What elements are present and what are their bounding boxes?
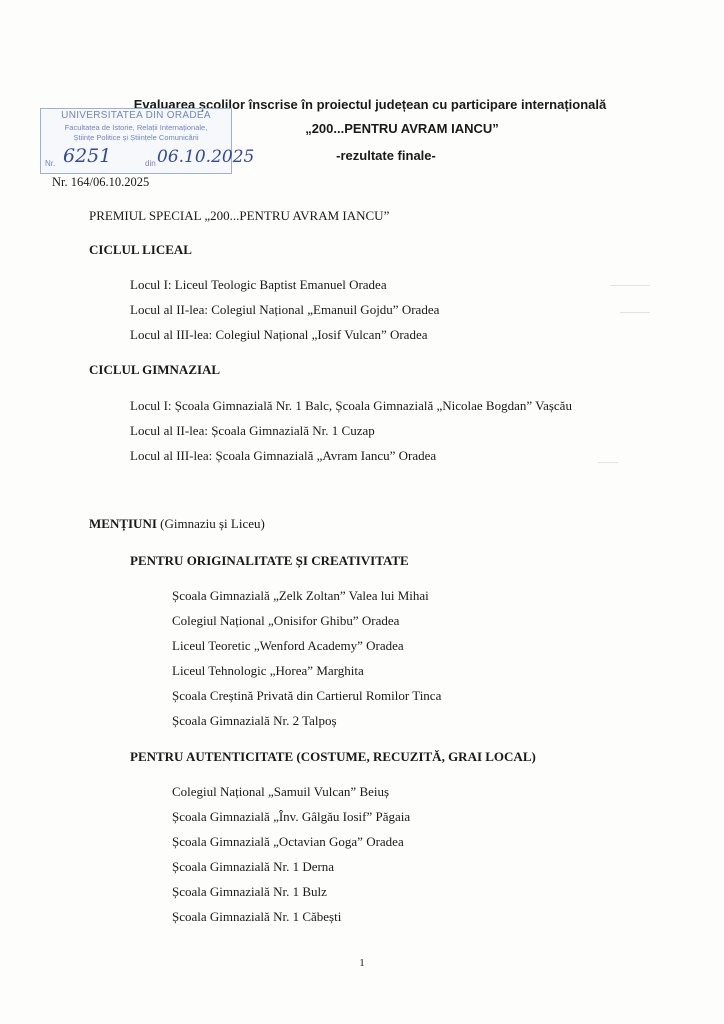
registration-stamp — [40, 108, 255, 174]
project-name: „200...PENTRU AVRAM IANCU” — [305, 121, 499, 136]
section-heading-liceal: CICLUL LICEAL — [89, 242, 192, 257]
list-item: Colegiul Național „Onisifor Ghibu” Oradea — [172, 613, 400, 628]
originality-heading: PENTRU ORIGINALITATE ȘI CREATIVITATE — [130, 553, 409, 568]
stamp-faculty-line2: Științe Politice și Științele Comunicării — [73, 133, 199, 142]
section-heading-gimnazial: CICLUL GIMNAZIAL — [89, 362, 221, 377]
list-item: Școala Gimnazială „Înv. Gâlgău Iosif” Păgaia — [172, 809, 411, 824]
document-title: Evaluarea școlilor înscrise în proiectul județean cu participare internațională — [133, 97, 607, 112]
mentions-heading-line — [89, 516, 265, 532]
list-item: Școala Gimnazială Nr. 1 Bulz — [172, 884, 327, 899]
list-item: Școala Gimnazială „Octavian Goga” Oradea — [172, 834, 404, 849]
list-item: Școala Gimnazială Nr. 1 Derna — [172, 859, 335, 874]
list-item: Locul al III-lea: Școala Gimnazială „Avram Iancu” Oradea — [130, 448, 437, 463]
stamp-institution: UNIVERSITATEA DIN ORADEA — [61, 110, 211, 121]
list-item: Colegiul Național „Samuil Vulcan” Beiuș — [172, 784, 390, 799]
list-item: Locul I: Liceul Teologic Baptist Emanuel Oradea — [130, 277, 387, 292]
document-number: Nr. 164/06.10.2025 — [52, 175, 150, 189]
list-item: Liceul Teoretic „Wenford Academy” Oradea — [172, 638, 404, 653]
stamp-registration-date: 06.10.2025 — [157, 147, 255, 167]
stamp-registration-number: 6251 — [63, 145, 112, 167]
mentions-scope: (Gimnaziu și Liceu) — [160, 516, 265, 531]
stamp-nr-label: Nr. — [45, 159, 56, 168]
list-item: Locul al II-lea: Școala Gimnazială Nr. 1 Cuzap — [130, 423, 375, 438]
list-item: Locul al III-lea: Colegiul Național „Iosif Vulcan” Oradea — [130, 327, 428, 342]
page-number: 1 — [359, 957, 365, 969]
mentions-heading: MENȚIUNI — [89, 516, 157, 531]
stamp-faculty-line1: Facultatea de Istorie, Relații Internaționale, — [64, 123, 208, 132]
list-item: Școala Gimnazială „Zelk Zoltan” Valea lui Mihai — [172, 588, 429, 603]
list-item: Școala Creștină Privată din Cartierul Romilor Tinca — [172, 688, 442, 703]
list-item: Liceul Tehnologic „Horea” Marghita — [172, 663, 364, 678]
scan-artifact — [610, 285, 650, 286]
authenticity-heading: PENTRU AUTENTICITATE (COSTUME, RECUZITĂ, GRAI LOCAL) — [130, 749, 536, 764]
list-item: Locul al II-lea: Colegiul Național „Emanuil Gojdu” Oradea — [130, 302, 440, 317]
scan-artifact — [620, 312, 650, 313]
list-item: Locul I: Școala Gimnazială Nr. 1 Balc, Școala Gimnazială „Nicolae Bogdan” Vașcău — [130, 398, 572, 413]
special-prize-title: PREMIUL SPECIAL „200...PENTRU AVRAM IANCU” — [89, 208, 390, 223]
stamp-date-label: din — [145, 159, 156, 168]
document-subtitle: -rezultate finale- — [336, 148, 436, 163]
list-item: Școala Gimnazială Nr. 1 Căbești — [172, 909, 342, 924]
scan-artifact — [598, 462, 618, 463]
list-item: Școala Gimnazială Nr. 2 Talpoș — [172, 713, 337, 728]
